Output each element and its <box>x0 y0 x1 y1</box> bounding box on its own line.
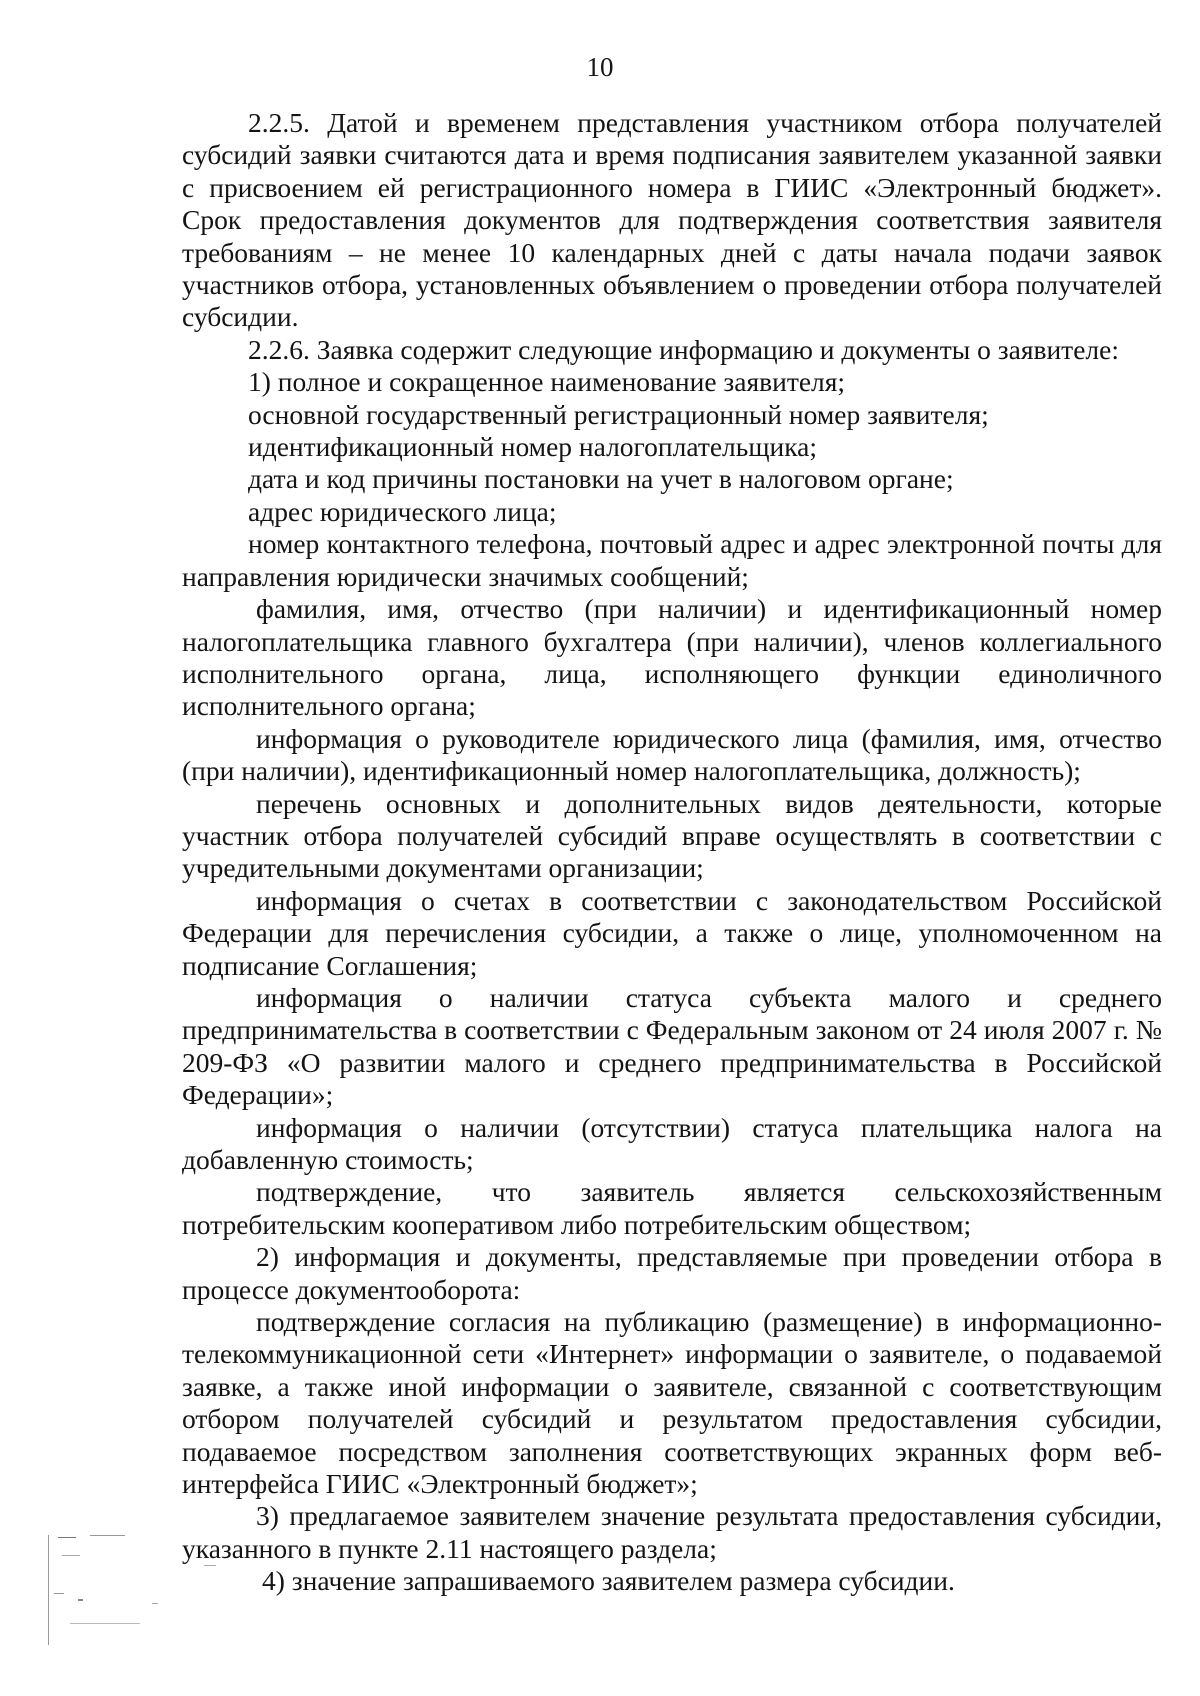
list-item: информация о счетах в соответствии с законодательством Российской Федерации для перечисления субсидии, а также о лице, уполномоченном на подписание Соглашения; <box>182 884 1162 981</box>
list-item: подтверждение, что заявитель является сельскохозяйственным потребительским кооперативом либо потребительским обществом; <box>182 1176 1162 1240</box>
list-item: идентификационный номер налогоплательщика; <box>248 431 818 463</box>
list-item: информация о наличии статуса субъекта малого и среднего предпринимательства в соответствии с Федеральным законом от 24 июля 2007 г. № 209-ФЗ «О развитии малого и среднего предпринимательства в Российской Федерации»; <box>182 981 1162 1111</box>
list-item: номер контактного телефона, почтовый адрес и адрес электронной почты для направления юридически значимых сообщений; <box>182 528 1162 592</box>
list-item: основной государственный регистрационный номер заявителя; <box>248 398 989 430</box>
list-item: 4) значение запрашиваемого заявителем размера субсидии. <box>262 1565 955 1597</box>
paragraph-2-2-5: 2.2.5. Датой и временем представления участником отбора получателей субсидий заявки считаются дата и время подписания заявителем указанной заявки с присвоением ей регистрационного номера в ГИИС «Электронный бюджет». Срок предоставления документов для подтверждения соответствия заявителя требованиям – не менее 10 календарных дней с даты начала подачи заявок участников отбора, установленных объявлением о проведении отбора получателей субсидии. <box>182 107 1162 333</box>
page-number: 10 <box>586 52 614 82</box>
list-item: фамилия, имя, отчество (при наличии) и идентификационный номер налогоплательщика главного бухгалтера (при наличии), членов коллегиального исполнительного органа, лица, исполняющего функции единоличного исполнительного органа; <box>182 593 1162 722</box>
list-item: перечень основных и дополнительных видов деятельности, которые участник отбора получателей субсидий вправе осуществлять в соответствии с учредительными документами организации; <box>182 787 1162 884</box>
list-item: 1) полное и сокращенное наименование заявителя; <box>248 366 846 398</box>
scan-artifact <box>48 1535 248 1675</box>
list-item: адрес юридического лица; <box>248 495 557 527</box>
list-item: дата и код причины постановки на учет в налоговом органе; <box>248 463 954 495</box>
list-item: информация о наличии (отсутствии) статуса плательщика налога на добавленную стоимость; <box>182 1111 1162 1175</box>
paragraph-2-2-6: 2.2.6. Заявка содержит следующие информацию и документы о заявителе: <box>248 333 1119 365</box>
list-item: информация о руководителе юридического лица (фамилия, имя, отчество (при наличии), идентификационный номер налогоплательщика, должность); <box>182 722 1162 787</box>
list-item: 3) предлагаемое заявителем значение результата предоставления субсидии, указанного в пункте 2.11 настоящего раздела; <box>182 1500 1162 1564</box>
list-item: подтверждение согласия на публикацию (размещение) в информационно-телекоммуникационной сети «Интернет» информации о заявителе, о подаваемой заявке, а также иной информации о заявителе, связанной с соответствующим отбором получателей субсидий и результатом предоставления субсидии, подаваемое посредством заполнения соответствующих экранных форм веб-интерфейса ГИИС «Электронный бюджет»; <box>182 1306 1162 1500</box>
document-body <box>182 107 1162 1598</box>
list-item: 2) информация и документы, представляемые при проведении отбора в процессе документооборота: <box>182 1241 1162 1305</box>
